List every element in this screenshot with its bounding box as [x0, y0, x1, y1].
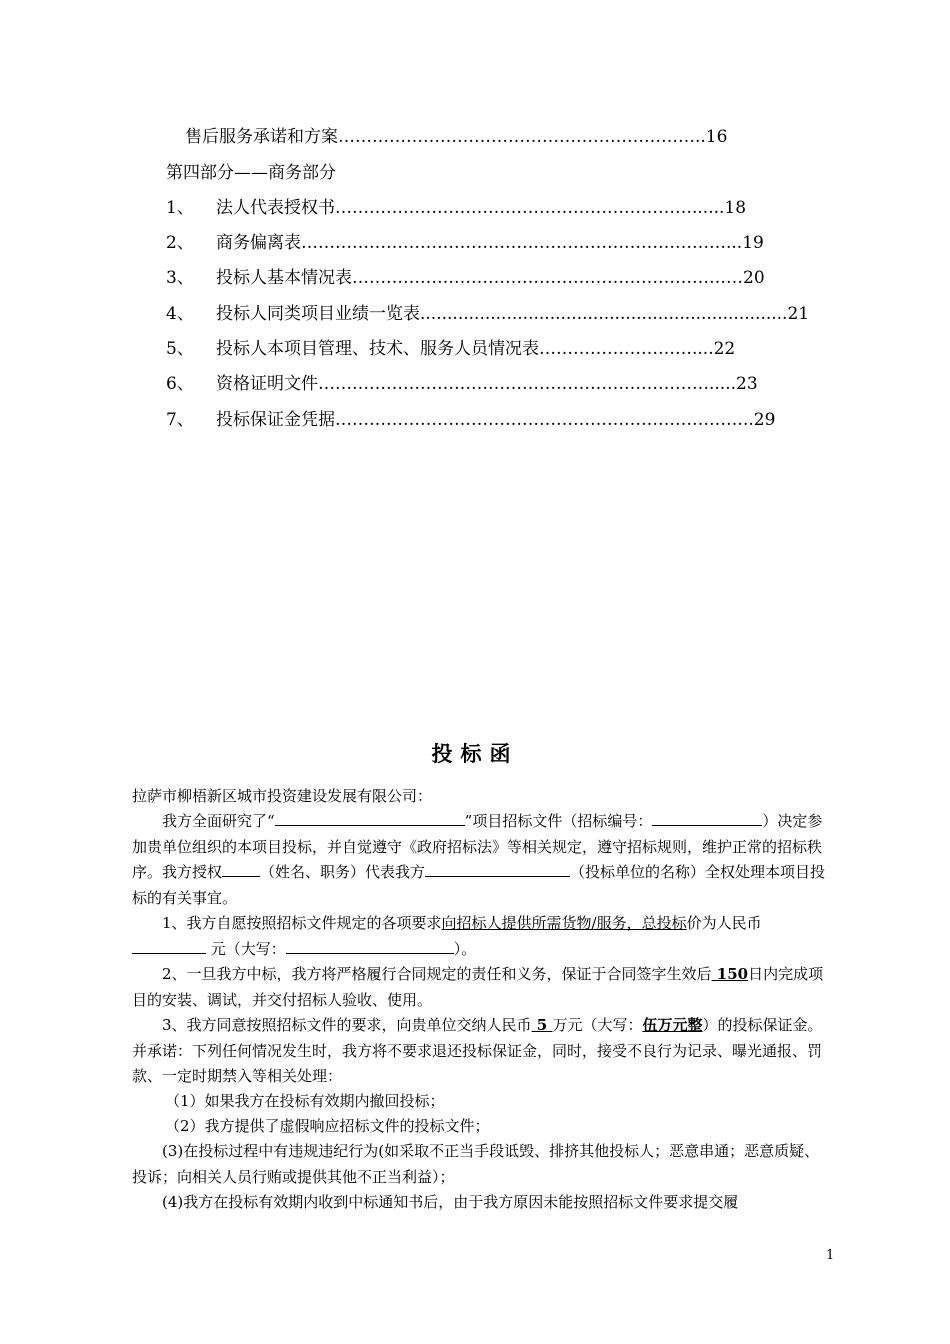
letter-paragraph-completion: 2、一旦我方中标，我方将严格履行合同规定的责任和义务，保证于合同签字生效后 150日内完成项目的安装、调试，并交付招标人验收、使用。	[132, 965, 824, 1009]
tender-number-blank[interactable]	[652, 809, 762, 826]
toc-item-number: 7、	[166, 410, 194, 430]
deposit-amount: 5	[531, 1016, 553, 1034]
toc-item-text: 资格证明文件…………………………………………………………….....23	[216, 374, 758, 394]
page-number: 1	[826, 1248, 835, 1263]
toc-item-number: 2、	[166, 233, 194, 253]
letter-paragraph-deposit: 3、我方同意按照招标文件的要求，向贵单位交纳人民币 5 万元（大写：伍万元整）的投标保证金。并承诺：下列任何情况发生时，我方将不要求退还投标保证金，同时，接受不良行为记录、曝光通报、罚款、一定时期禁入等相关处理：	[132, 1016, 823, 1085]
name-position-blank[interactable]	[222, 860, 260, 877]
toc-item-text: 商务偏离表…………………………………………………………………...19	[216, 233, 764, 253]
toc-item-text: 投标保证金凭据………………………………………………………………..29	[216, 410, 776, 430]
condition-item: （2）我方提供了虚假响应招标文件的投标文件；	[165, 1117, 490, 1135]
toc-aftersales: 售后服务承诺和方案………………………………………………………..16	[185, 127, 728, 147]
toc-item-text: 投标人本项目管理、技术、服务人员情况表………………………....22	[216, 339, 736, 359]
toc-item-number: 3、	[166, 268, 194, 288]
condition-item: (4)我方在投标有效期内收到中标通知书后，由于我方原因未能按照招标文件要求提交履	[162, 1193, 739, 1211]
condition-item: (3)在投标过程中有违规违纪行为(如采取不正当手段诋毁、排挤其他投标人；恶意串通；恶意质疑、投诉；向相关人员行贿或提供其他不正当利益）；	[132, 1142, 820, 1186]
letter-paragraph-intro: 我方全面研究了“ ”项目招标文件（招标编号： ）决定参加贵单位组织的本项目投标，并自觉遵守《政府招标法》等相关规定，遵守招标规则，维护正常的招标秩序。我方授权 （姓名、职务）代表我方 （投标单位的名称）全权处理本项目投标的有关事宜。	[132, 809, 832, 911]
toc-item-number: 1、	[166, 198, 194, 218]
condition-item: （1）如果我方在投标有效期内撤回投标；	[165, 1092, 445, 1110]
bid-price-upper-blank[interactable]	[286, 937, 454, 954]
price-scope-underlined: 向招标人提供所需货物/服务，总投标	[441, 914, 687, 932]
project-name-blank[interactable]	[275, 809, 465, 826]
deposit-amount-upper: 伍万元整	[642, 1016, 703, 1034]
toc-item-text: 法人代表授权书………………………………………………………......18	[216, 198, 747, 218]
letter-paragraph-price: 1、我方自愿按照招标文件规定的各项要求向招标人提供所需货物/服务，总投标价为人民币 元（大写： ）。	[132, 911, 832, 962]
toc-item-number: 4、	[166, 304, 194, 324]
letter-title: 投标函	[431, 742, 519, 766]
bidder-name-blank[interactable]	[425, 860, 570, 877]
bid-price-blank[interactable]	[132, 937, 206, 954]
toc-part4-heading: 第四部分——商务部分	[166, 163, 336, 183]
toc-item-number: 6、	[166, 374, 194, 394]
toc-item-text: 投标人同类项目业绩一览表....................................................................21	[216, 304, 810, 324]
toc-item-number: 5、	[166, 339, 194, 359]
letter-addressee: 拉萨市柳梧新区城市投资建设发展有限公司：	[132, 787, 433, 805]
toc-item-text: 投标人基本情况表……………………………………………………………20	[216, 268, 765, 288]
completion-days: 150	[711, 965, 749, 983]
